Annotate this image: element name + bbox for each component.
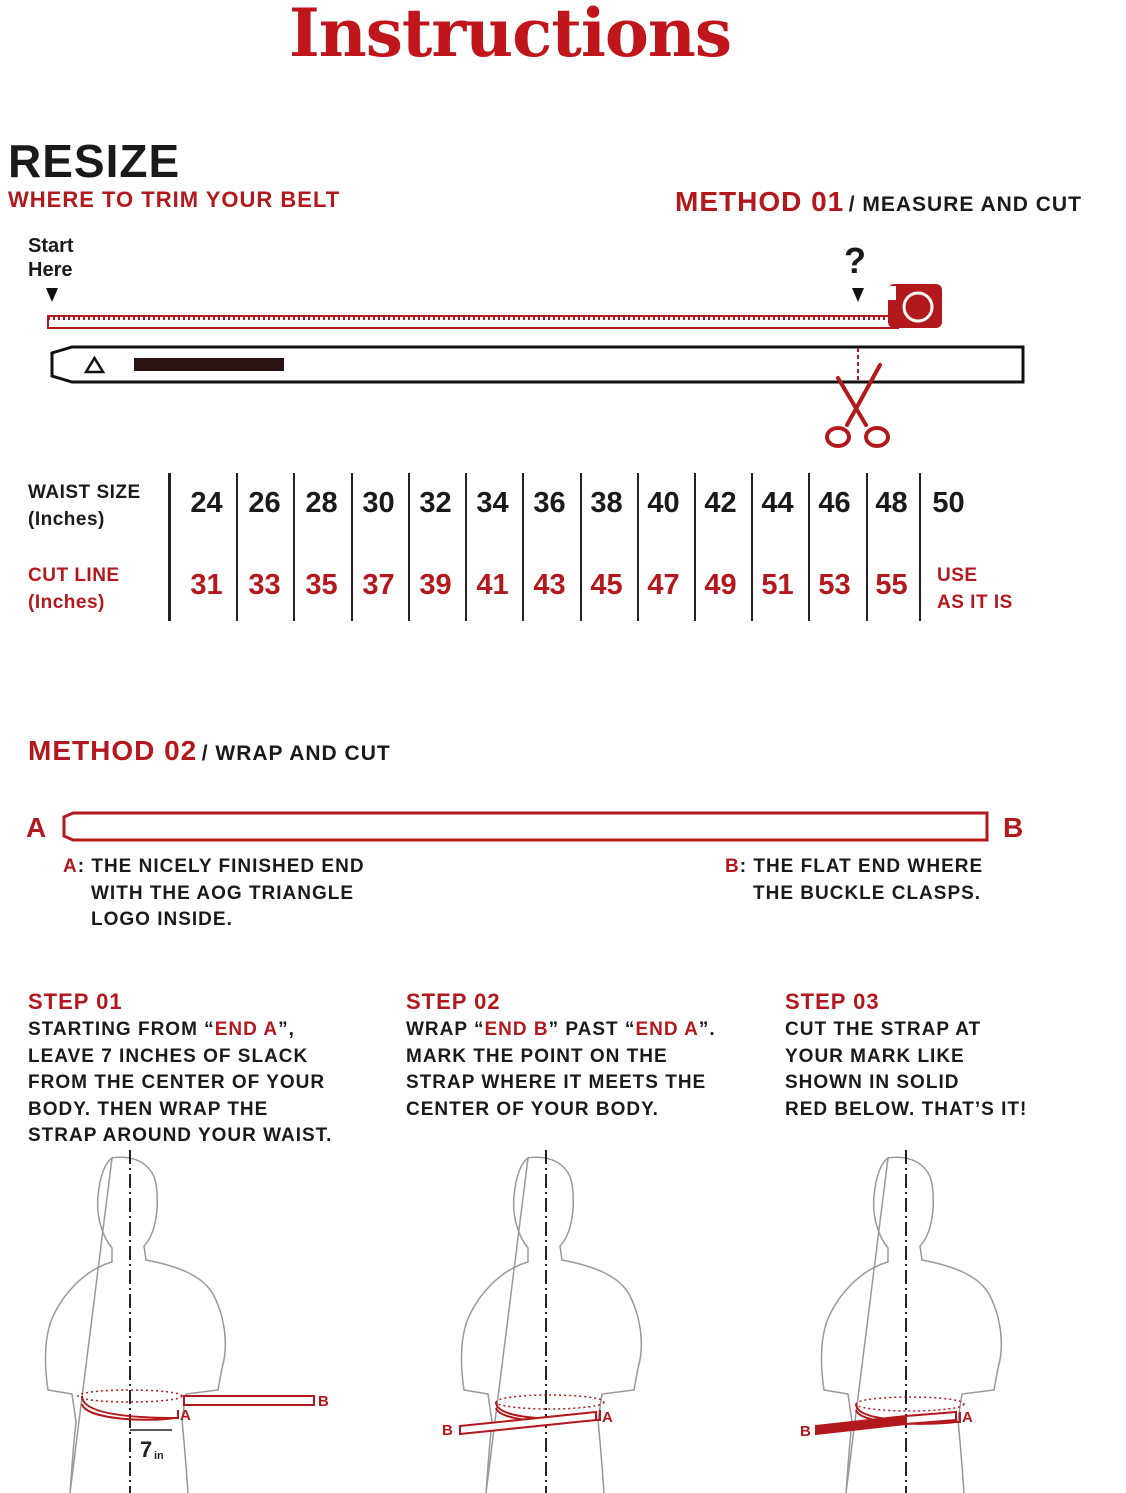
cut-line-label (28, 562, 120, 616)
step-01-line3: FROM THE CENTER OF YOUR (28, 1072, 326, 1093)
table-divider (168, 473, 171, 621)
step-02-line3: STRAP WHERE IT MEETS THE (406, 1072, 707, 1093)
step-02-text (406, 1017, 716, 1123)
method02-desc: / WRAP AND CUT (201, 742, 391, 765)
cut-value: 35 (305, 569, 338, 601)
start-text: Start (28, 235, 74, 257)
step-02-text-e: ”. (698, 1019, 716, 1040)
cut-label-line2: (Inches) (28, 592, 105, 613)
end-a-letter: A (26, 812, 47, 843)
waist-value: 28 (305, 487, 338, 519)
end-b-letter: B (1003, 812, 1024, 843)
step-02-end-a: END A (635, 1019, 699, 1040)
step-03 (785, 989, 1027, 1123)
waist-value: 40 (647, 487, 680, 519)
end-a-key: A (63, 856, 78, 877)
cut-value: 55 (875, 569, 908, 601)
fig1-end-a: A (180, 1407, 191, 1424)
cut-value: 41 (476, 569, 509, 601)
end-b-key: B (725, 856, 740, 877)
step-01-title: STEP 01 (28, 989, 123, 1014)
end-a-note (63, 854, 365, 934)
step-01-end-a: END A (214, 1019, 279, 1040)
person-silhouette-icon (46, 1157, 226, 1493)
person-silhouette-icon (462, 1157, 642, 1493)
use-text: USE (937, 565, 978, 586)
waist-value: 46 (818, 487, 851, 519)
cut-value: 45 (590, 569, 623, 601)
slack-unit: in (154, 1450, 164, 1462)
start-arrow-icon (46, 288, 58, 302)
fig3-end-a: A (962, 1409, 973, 1426)
cut-value: 51 (761, 569, 794, 601)
method02-label: METHOD 02 (28, 735, 198, 766)
step-01-line5: STRAP AROUND YOUR WAIST. (28, 1125, 333, 1146)
resize-heading: RESIZE (8, 135, 181, 187)
belt-strap-icon (55, 808, 995, 848)
cut-value: 39 (419, 569, 452, 601)
waist-value: 26 (248, 487, 281, 519)
step-03-title: STEP 03 (785, 989, 880, 1014)
step-01-line2: LEAVE 7 INCHES OF SLACK (28, 1045, 309, 1067)
step-03-line1: CUT THE STRAP AT (785, 1019, 982, 1040)
strap-tail (460, 1412, 596, 1434)
strap-tail (184, 1396, 314, 1405)
waist-value: 44 (761, 487, 794, 519)
here-text: Here (28, 259, 73, 281)
waist-value: 48 (875, 487, 908, 519)
step-01-figure (0, 1150, 375, 1493)
cut-value: 31 (190, 569, 223, 601)
step-03-line2: YOUR MARK LIKE (785, 1045, 965, 1067)
cut-point-arrow-icon (852, 288, 864, 302)
waist-value: 38 (590, 487, 623, 519)
person-silhouette-icon (822, 1157, 1002, 1493)
step-03-line4: RED BELOW. THAT’S IT! (785, 1098, 1028, 1120)
fig3-end-b: B (800, 1423, 811, 1440)
step-02-text-a: WRAP “ (406, 1019, 485, 1040)
cut-value: 33 (248, 569, 281, 601)
cut-value: 37 (362, 569, 395, 601)
cut-value: 53 (818, 569, 851, 601)
method01-heading (675, 186, 1082, 218)
fig1-end-b: B (318, 1393, 329, 1410)
cut-section (816, 1416, 906, 1434)
fig2-end-b: B (442, 1422, 453, 1439)
waist-label-line1: WAIST SIZE (28, 482, 141, 503)
end-a-note-line1: : THE NICELY FINISHED END (77, 856, 365, 877)
end-a-note-line2: WITH THE AOG TRIANGLE (91, 882, 355, 904)
step-02-line2: MARK THE POINT ON THE (406, 1045, 668, 1067)
method02-heading (28, 735, 391, 767)
waist-value: 50 (932, 487, 965, 519)
end-a-note-line3: LOGO INSIDE. (91, 909, 233, 930)
start-here-label (28, 234, 74, 282)
method01-illustration (0, 280, 1126, 460)
end-b-note (725, 854, 983, 907)
method01-label: METHOD 01 (675, 186, 845, 217)
as-it-is-text: AS IT IS (937, 592, 1013, 613)
fig2-end-a: A (602, 1409, 613, 1426)
step-03-line3: SHOWN IN SOLID (785, 1072, 960, 1093)
step-01-text-a: STARTING FROM “ (28, 1019, 215, 1040)
step-01 (28, 989, 332, 1150)
waist-size-label (28, 479, 141, 533)
belt-outline-icon (52, 347, 1023, 382)
slack-value: 7 (140, 1437, 153, 1462)
cut-value: 43 (533, 569, 566, 601)
waist-value: 42 (704, 487, 737, 519)
waist-value: 32 (419, 487, 452, 519)
step-01-text (28, 1017, 332, 1150)
waist-label-line2: (Inches) (28, 509, 105, 530)
step-02-line4: CENTER OF YOUR BODY. (406, 1098, 659, 1120)
use-as-is-label (937, 562, 1013, 616)
method01-desc: / MEASURE AND CUT (848, 193, 1082, 216)
step-02-title: STEP 02 (406, 989, 501, 1014)
resize-subheading: WHERE TO TRIM YOUR BELT (8, 187, 341, 212)
cut-label-line1: CUT LINE (28, 565, 120, 586)
cut-value: 47 (647, 569, 680, 601)
waist-value: 36 (533, 487, 566, 519)
step-03-text (785, 1017, 1027, 1123)
waist-value: 24 (190, 487, 223, 519)
cut-value: 49 (704, 569, 737, 601)
step-02-figure (400, 1150, 730, 1493)
step-02 (406, 989, 716, 1123)
waist-value: 30 (362, 487, 395, 519)
step-03-figure (780, 1150, 1110, 1493)
end-b-note-line2: THE BUCKLE CLASPS. (753, 882, 982, 904)
step-02-end-b: END B (484, 1019, 549, 1040)
step-02-text-c: ” PAST “ (548, 1019, 636, 1040)
end-b-note-line1: : THE FLAT END WHERE (739, 856, 984, 877)
page-title: Instructions (288, 0, 732, 72)
step-01-line4: BODY. THEN WRAP THE (28, 1098, 269, 1120)
waist-value: 34 (476, 487, 509, 519)
question-mark: ? (844, 240, 866, 281)
measuring-tape-icon (48, 284, 942, 328)
step-01-text-c: ”, (278, 1019, 295, 1040)
